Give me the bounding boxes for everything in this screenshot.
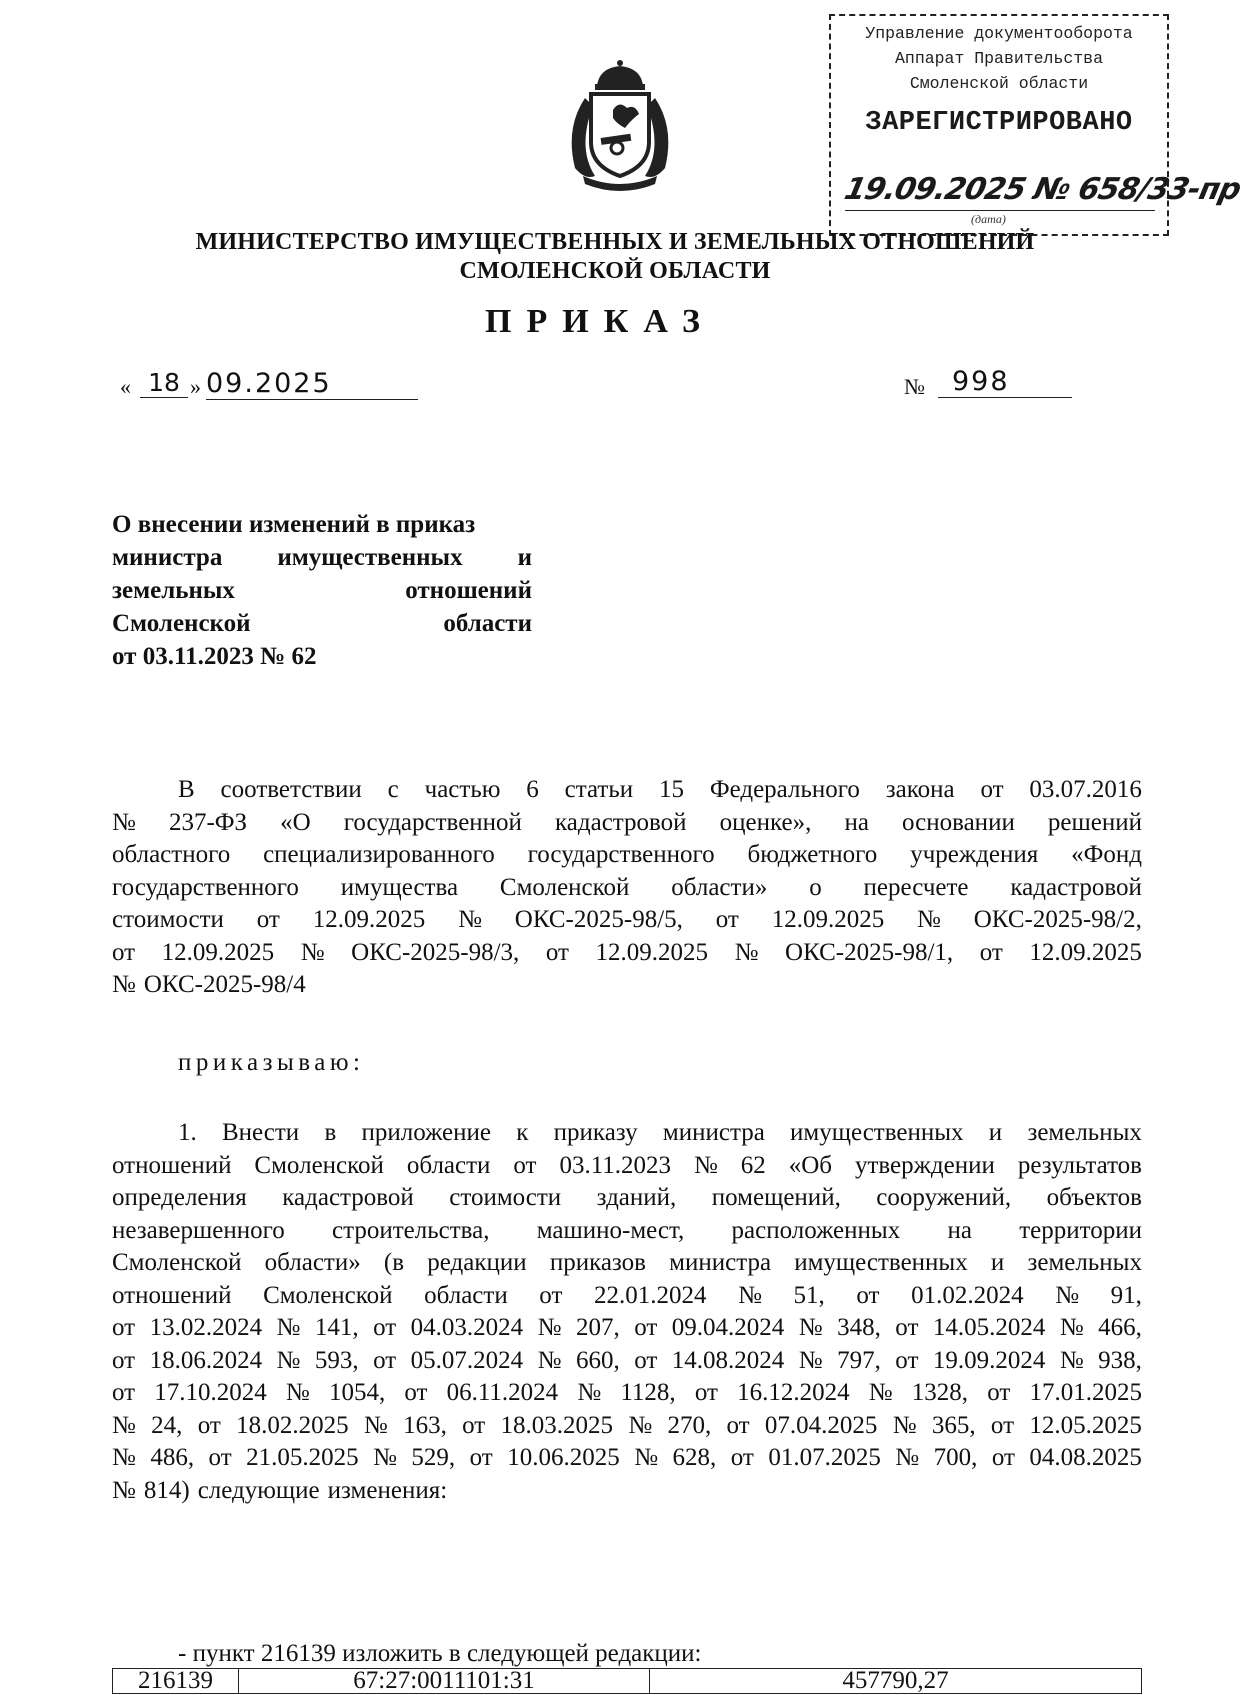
open-quote: « [120,374,131,399]
word: № [112,808,136,836]
document-type-title: ПРИКАЗ [485,303,715,340]
word: отношений [112,1281,232,1309]
word: кадастровой [282,1184,414,1211]
order-date [120,368,420,404]
word: № [285,1379,310,1406]
word: специализированного [263,841,495,868]
word: № [458,906,482,933]
word: № [634,1444,659,1471]
word: от [112,1379,136,1406]
word: 22.01.2024 [594,1281,707,1309]
word: ОКС-2025-98/2, [973,906,1142,933]
word: 18.06.2024 [149,1346,263,1374]
ministry-name-line-2: СМОЛЕНСКОЙ ОБЛАСТИ [459,258,771,284]
word: ОКС-2025-98/4 [143,971,306,998]
word: кадастровой [1010,873,1142,901]
word: 163, [403,1411,447,1439]
word: с [387,776,399,803]
word: 12.09.2025 [771,906,885,933]
word: от [469,1444,493,1471]
word: 07.04.2025 [764,1411,878,1439]
text-line [112,1150,1142,1183]
text-line [112,1117,1142,1150]
word: № [373,1444,397,1471]
word: В [178,776,195,803]
word: имущества [340,873,459,901]
stamp-underline [845,210,1155,211]
word: 1054, [328,1379,386,1406]
word: 348, [837,1314,881,1341]
word: 237-ФЗ [168,808,248,836]
word: № [112,971,136,998]
text-line [112,1312,1142,1345]
word: № [892,1411,917,1439]
word: Федерального [709,776,860,803]
word: результатов [1017,1151,1142,1179]
word: от [112,1314,136,1341]
word: № [798,1346,823,1374]
word: Внести [222,1119,300,1146]
sub-item-text: - пункт 216139 изложить в следующей редакции: [178,1640,702,1667]
word: 03.07.2016 [1029,776,1142,803]
word: кадастровой [555,808,687,836]
cadastral-table [112,1668,1142,1694]
word: 18.02.2025 [236,1411,349,1439]
word: следующие [197,1476,320,1504]
word: № [693,1151,718,1179]
word: № [1055,1281,1080,1309]
word: области» [671,873,768,901]
order-word: приказываю: [178,1049,365,1076]
word: 141, [314,1314,359,1341]
word: пересчете [863,873,969,901]
word: от [990,1411,1015,1439]
order-month-year: 09.2025 [206,368,418,400]
word: № [1059,1346,1084,1374]
word: на [947,1216,972,1244]
table-cell-cadastral-number: 67:27:0011101:31 [239,1669,650,1694]
word: № [112,1411,136,1439]
word: имущественных [794,1249,968,1276]
word: от [856,1281,880,1309]
word: соответствии [220,776,362,803]
word: от [256,906,280,933]
word: 365, [931,1411,976,1439]
word: территории [1019,1216,1142,1244]
text-line [112,904,1142,937]
order-number [904,366,1074,402]
word: в [324,1119,337,1146]
word: стоимости [449,1184,562,1211]
word: 12.09.2025 [595,938,709,966]
word: от [979,938,1003,966]
word: основании [902,808,1015,836]
word: № [300,938,325,966]
text-line [112,1345,1142,1378]
word: от [112,1346,136,1374]
word: № [628,1411,653,1439]
word: 1128, [620,1379,676,1406]
word: от [726,1411,750,1439]
word: № [734,938,759,966]
word: учреждения [910,841,1039,868]
number-sign: № [904,374,925,399]
text-line [112,1247,1142,1280]
word: и [988,1119,1003,1146]
word: 01.02.2024 [911,1281,1024,1309]
word: изменения: [327,1476,448,1504]
ministry-name-line-1: МИНИСТЕРСТВО ИМУЩЕСТВЕННЫХ И ЗЕМЕЛЬНЫХ ОТНОШЕНИЙ [195,229,1035,255]
word: № [577,1379,602,1406]
word: от [634,1346,658,1374]
word: № [868,1379,893,1406]
text-line [112,1475,1142,1508]
word: от [539,1281,563,1309]
word: 593, [314,1346,359,1374]
word: приказу [553,1119,638,1146]
word: 24, [151,1411,183,1439]
word: частью [424,776,501,803]
word: земельных [1027,1119,1142,1146]
stamp-line-3: Смоленской области [909,74,1089,93]
word: № [276,1314,301,1341]
word: 14.08.2024 [671,1346,785,1374]
word: строительства, [332,1216,490,1244]
word: утверждении [854,1151,995,1179]
word: от [197,1411,221,1439]
word: от [987,1379,1011,1406]
table-row [113,1669,1142,1694]
word: от [895,1346,919,1374]
word: от [462,1411,486,1439]
subject-line-4: Смоленской области [112,610,532,637]
word: стоимости [112,906,224,933]
text-line [112,1377,1142,1410]
word: на [844,808,869,836]
word: отношений [112,1151,232,1179]
word: ОКС-2025-98/5, [514,906,683,933]
word: (в [383,1249,405,1276]
word: 6 [526,776,539,803]
order-subject [112,508,532,673]
word: расположенных [731,1216,901,1244]
word: от [980,776,1004,803]
word: 16.12.2024 [737,1379,850,1406]
word: 18.03.2025 [500,1411,614,1439]
word: земельных [1027,1249,1142,1276]
word: 19.09.2024 [932,1346,1046,1374]
word: 13.02.2024 [149,1314,263,1341]
word: № [112,1476,136,1504]
word: от [373,1314,397,1341]
word: бюджетного [747,841,878,868]
table-cell-index: 216139 [113,1669,239,1694]
word: государственного [112,873,299,901]
word: 10.06.2025 [507,1444,620,1471]
word: ОКС-2025-98/3, [351,938,520,966]
item-1-paragraph [112,1117,1142,1507]
word: № [738,1281,762,1309]
word: № [917,906,941,933]
word: от [895,1314,919,1341]
word: области [424,1281,508,1309]
word: области [406,1151,491,1179]
text-line [112,937,1142,970]
stamp-line-2: Аппарат Правительства [895,49,1103,68]
word: сооружений, [876,1184,1012,1211]
word: 17.10.2024 [154,1379,267,1406]
word: 1328, [911,1379,969,1406]
word: от [634,1314,658,1341]
text-line [112,807,1142,840]
word: Смоленской [254,1151,384,1179]
word: 51, [793,1281,825,1309]
text-line [112,969,1142,1002]
word: от [404,1379,428,1406]
subject-line-3: земельных отношений [112,577,532,604]
registration-stamp [829,14,1243,236]
word: 466, [1098,1314,1142,1341]
word: приказов [549,1249,646,1276]
word: от [715,906,739,933]
subject-line-1: О внесении изменений в приказ [112,511,476,538]
word: закона [885,776,955,803]
word: помещений, [711,1184,841,1211]
stamp-handwritten-date-number: 19.09.2025 № 658/33-пр [841,172,1243,207]
word: области» [264,1249,361,1276]
word: № [363,1411,388,1439]
word: от [513,1151,537,1179]
word: 938, [1098,1346,1142,1374]
word: министра [669,1249,772,1276]
text-line [112,774,1142,807]
subject-line-5: от 03.11.2023 № 62 [112,643,317,670]
preamble-paragraph [112,774,1142,1002]
word: № [112,1444,136,1471]
word: 529, [411,1444,456,1471]
word: зданий, [596,1184,677,1211]
text-line [112,1410,1142,1443]
word: 21.05.2025 [246,1444,359,1471]
coat-of-arms-icon [555,58,685,193]
text-line [112,872,1142,905]
word: от [991,1444,1015,1471]
close-quote: » [190,374,201,399]
order-number-value: 998 [938,366,1072,398]
order-day: 18 [140,368,188,398]
word: 12.09.2025 [161,938,275,966]
word: «Фонд [1071,841,1142,868]
word: 01.07.2025 [768,1444,881,1471]
word: имущественных [790,1119,964,1146]
word: 06.11.2024 [446,1379,559,1406]
word: 04.08.2025 [1029,1444,1142,1471]
text-line [112,839,1142,872]
word: министра [662,1119,765,1146]
word: редакции [427,1249,527,1276]
word: 814) [143,1476,190,1504]
word: № [537,1346,562,1374]
word: № [537,1314,562,1341]
word: областного [112,841,231,868]
word: 700, [933,1444,978,1471]
word: 797, [837,1346,881,1374]
word: 05.07.2024 [410,1346,524,1374]
stamp-date-label: (дата) [971,212,1006,226]
word: государственного [527,841,715,868]
text-line [112,1280,1142,1313]
word: объектов [1046,1184,1142,1211]
word: от [694,1379,718,1406]
text-line [112,1182,1142,1215]
word: оценке», [719,808,812,836]
word: № [276,1346,301,1374]
word: от [730,1444,754,1471]
subject-line-2: министра имущественных и [112,544,532,571]
text-line [112,1215,1142,1248]
word: Смоленской [112,1249,242,1276]
word: 14.05.2024 [932,1314,1046,1341]
word: и [990,1249,1005,1276]
word: приложение [361,1119,492,1146]
word: Смоленской [499,873,630,901]
word: ОКС-2025-98/1, [785,938,954,966]
word: № [895,1444,920,1471]
word: 12.09.2025 [312,906,426,933]
ministry-header [60,228,1170,286]
word: 628, [672,1444,717,1471]
word: решений [1047,808,1142,836]
word: 486, [150,1444,195,1471]
word: о [809,873,822,901]
word: 09.04.2024 [671,1314,785,1341]
word: 62 [740,1151,766,1179]
word: 03.11.2023 [559,1151,672,1179]
word: от [545,938,569,966]
text-line [112,1442,1142,1475]
word: незавершенного [112,1216,285,1244]
word: «Об [788,1151,833,1179]
stamp-registered: ЗАРЕГИСТРИРОВАНО [865,108,1133,138]
word: 04.03.2024 [410,1314,524,1341]
word: определения [112,1184,247,1211]
word: Смоленской [263,1281,393,1309]
word: 660, [575,1346,620,1374]
word: к [516,1119,529,1146]
word: от [208,1444,232,1471]
word: 12.05.2025 [1029,1411,1142,1439]
word: государственной [343,808,522,836]
word: «О [280,808,311,836]
word: 15 [658,776,684,803]
word: статьи [564,776,634,803]
word: № [1059,1314,1084,1341]
table-cell-value: 457790,27 [650,1669,1142,1694]
word: 91, [1110,1281,1142,1309]
word: 207, [575,1314,620,1341]
word: № [798,1314,823,1341]
word: машино-мест, [536,1216,685,1244]
word: от [112,938,136,966]
word: 12.09.2025 [1029,938,1142,966]
stamp-line-1: Управление документооборота [865,24,1133,43]
word: 17.01.2025 [1029,1379,1142,1406]
word: от [373,1346,397,1374]
word: 1. [178,1119,197,1146]
word: 270, [667,1411,712,1439]
